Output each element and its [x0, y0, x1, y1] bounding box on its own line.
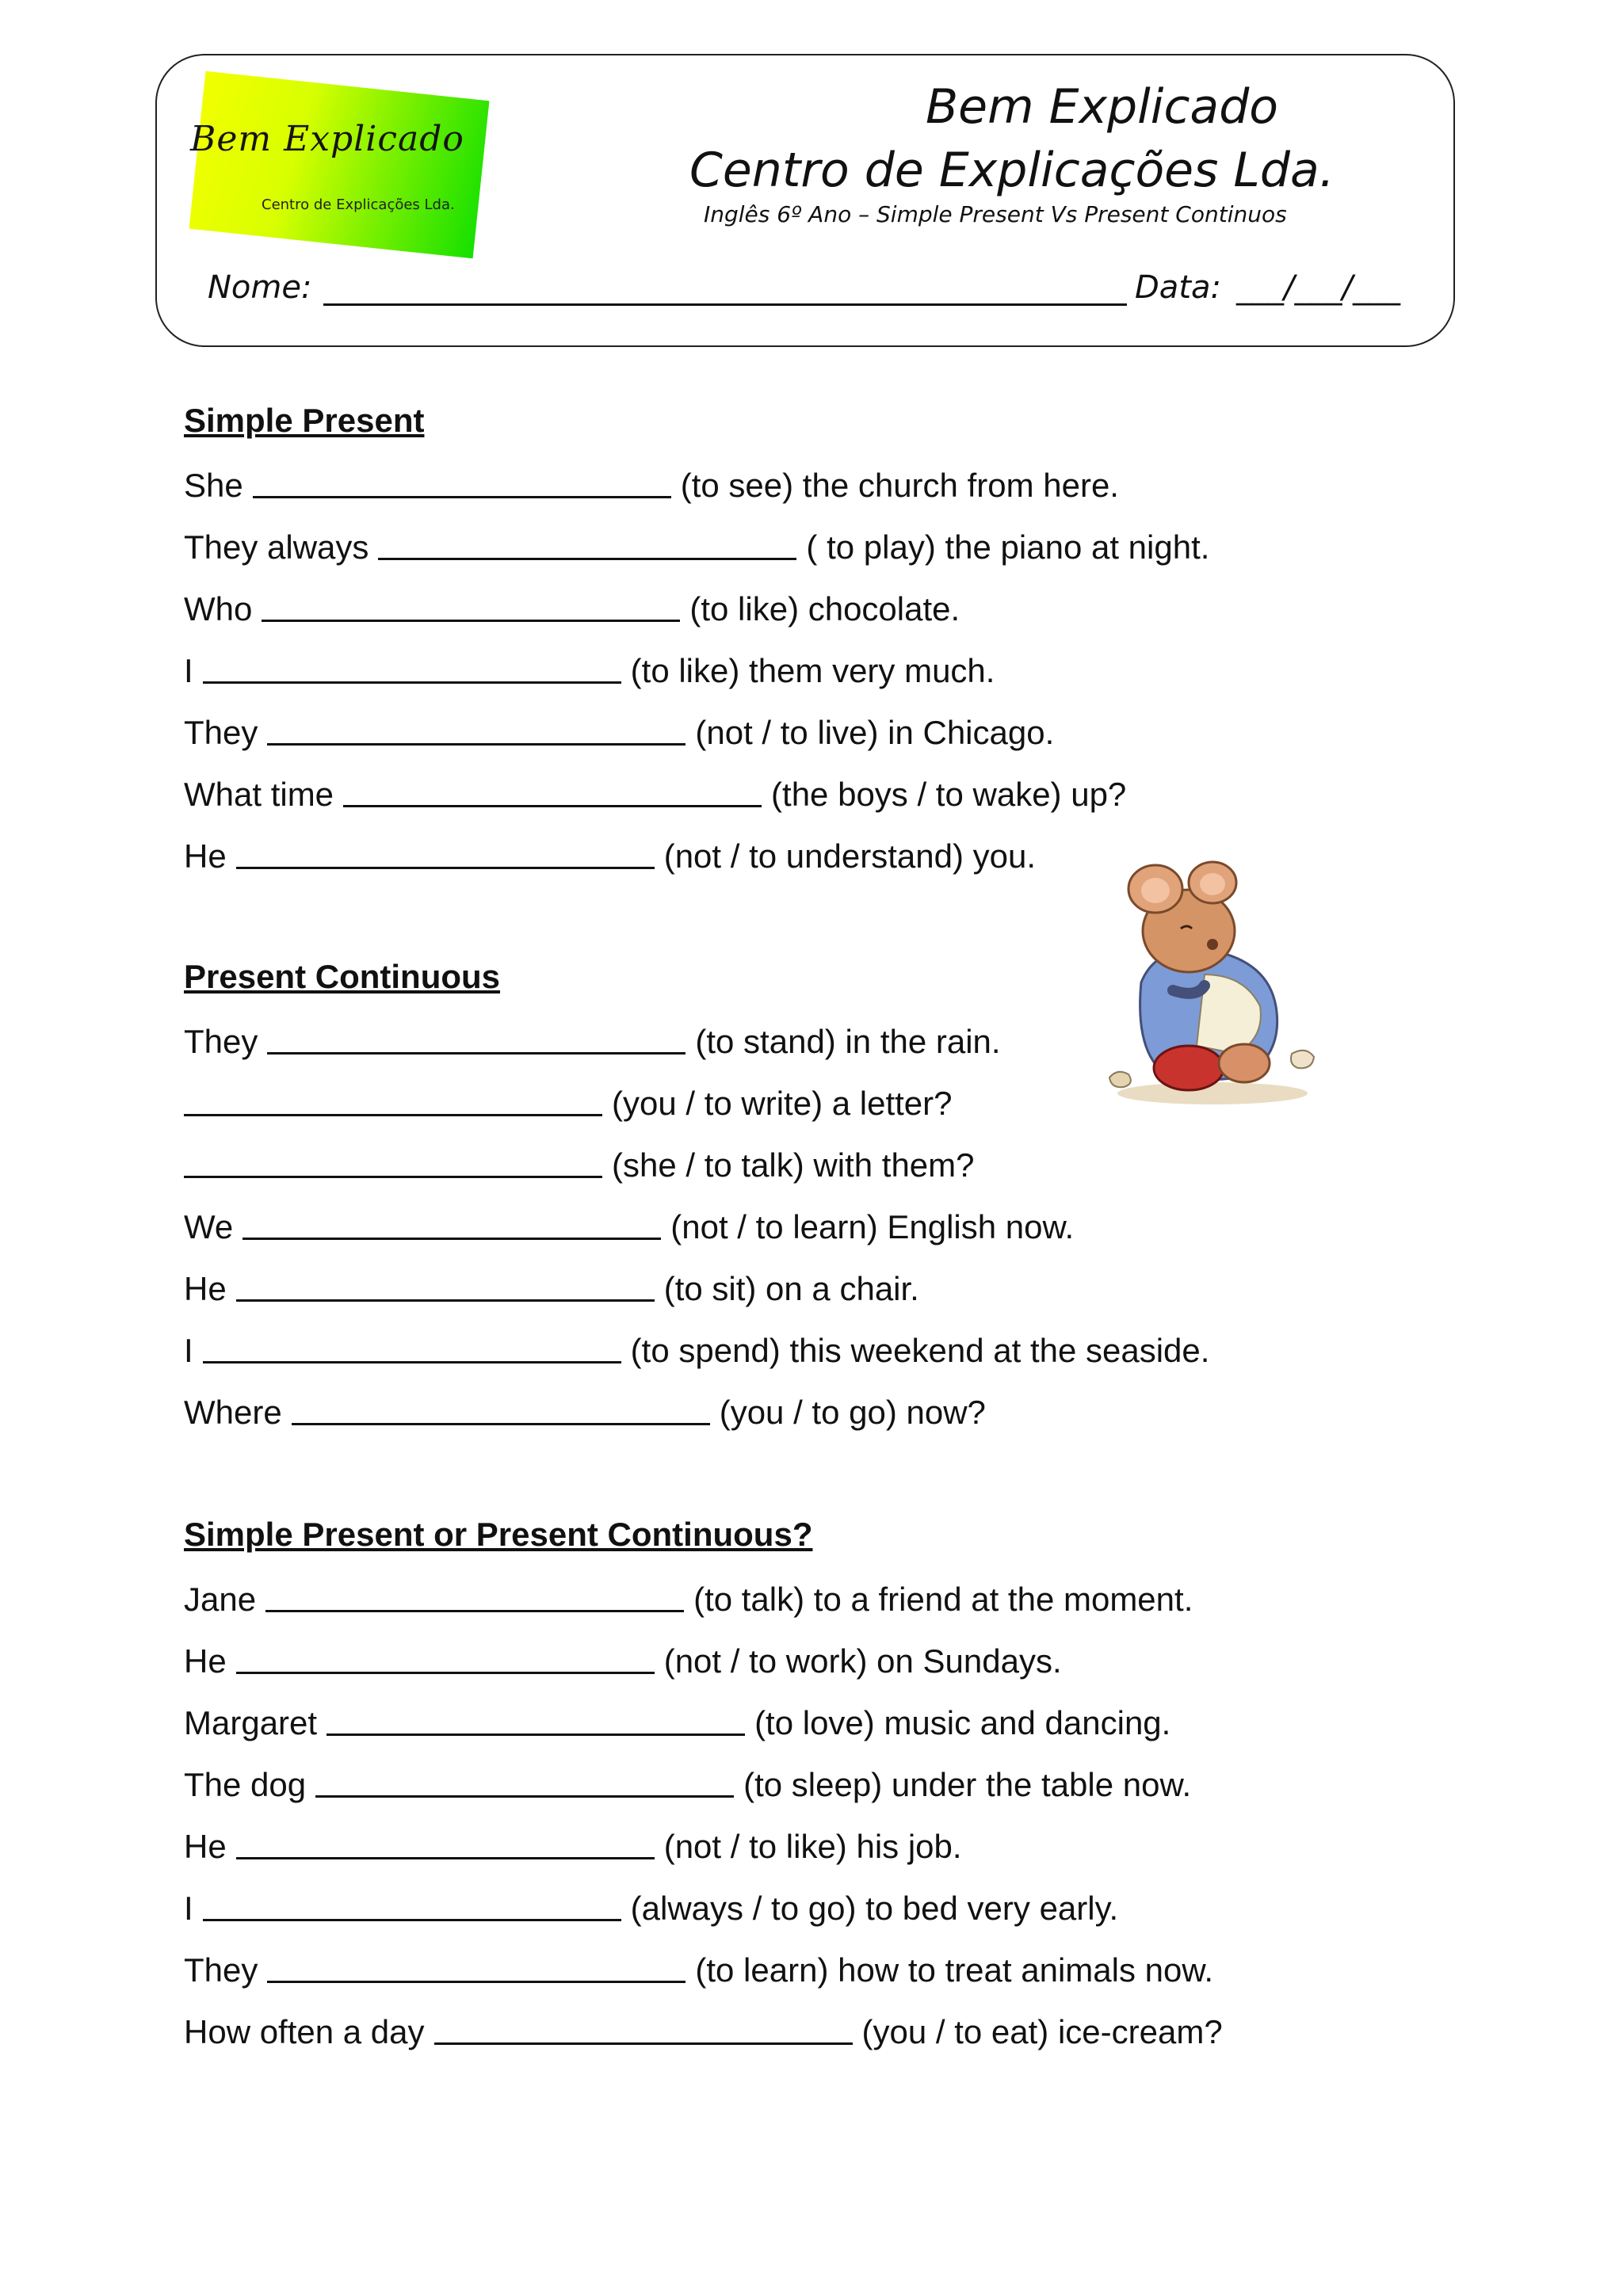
section-title: Simple Present or Present Continuous? — [184, 1516, 813, 1553]
prompt-hint: (to spend) this weekend at the seaside. — [630, 1332, 1210, 1369]
exercise-row — [184, 1577, 1452, 1638]
prompt-start: We — [184, 1208, 234, 1245]
header-subtitle: Inglês 6º Ano – Simple Present Vs Present Continuos — [704, 201, 1287, 227]
prompt-hint: ( to play) the piano at night. — [806, 528, 1210, 566]
prompt-start: He — [184, 1828, 227, 1865]
prompt-hint: (to love) music and dancing. — [754, 1704, 1171, 1741]
prompt-hint: (not / to like) his job. — [663, 1828, 962, 1865]
exercise-row — [184, 1886, 1452, 1947]
prompt-start: They always — [184, 528, 369, 566]
prompt-start: She — [184, 467, 243, 504]
answer-blank[interactable] — [203, 650, 621, 684]
prompt-start: They — [184, 1023, 258, 1060]
exercise-row — [184, 463, 1452, 524]
prompt-start: I — [184, 1890, 193, 1927]
prompt-hint: (to sleep) under the table now. — [743, 1766, 1192, 1803]
exercise-row — [184, 1762, 1452, 1824]
name-label: Nome: — [208, 269, 312, 306]
exercise-row — [184, 1700, 1452, 1762]
prompt-start: I — [184, 652, 193, 689]
exercise-row — [184, 648, 1452, 710]
answer-blank[interactable] — [378, 526, 796, 560]
prompt-start: He — [184, 1270, 227, 1307]
exercise-row — [184, 1947, 1452, 2009]
prompt-start: How often a day — [184, 2013, 425, 2050]
prompt-hint: (the boys / to wake) up? — [771, 776, 1127, 813]
prompt-start: The dog — [184, 1766, 307, 1803]
answer-blank[interactable] — [343, 773, 762, 807]
prompt-hint: (to learn) how to treat animals now. — [695, 1951, 1214, 1989]
prompt-hint: (you / to go) now? — [719, 1394, 986, 1431]
section-title: Present Continuous — [184, 958, 501, 995]
prompt-start: They — [184, 714, 258, 751]
exercise-row — [184, 1266, 1452, 1328]
prompt-start: What time — [184, 776, 334, 813]
exercise-row — [184, 1638, 1452, 1700]
answer-blank[interactable] — [203, 1329, 621, 1363]
answer-blank[interactable] — [242, 1206, 661, 1240]
prompt-hint: (not / to learn) English now. — [670, 1208, 1075, 1245]
prompt-hint: (not / to understand) you. — [663, 837, 1036, 875]
prompt-start: Who — [184, 590, 253, 627]
logo-subtitle: Centro de Explicações Lda. — [262, 196, 455, 213]
name-field[interactable] — [323, 303, 1127, 306]
exercise-row — [184, 586, 1452, 648]
answer-blank[interactable] — [236, 835, 655, 869]
answer-blank[interactable] — [267, 1020, 685, 1055]
answer-blank[interactable] — [262, 588, 680, 622]
answer-blank[interactable] — [267, 1949, 685, 1983]
answer-blank[interactable] — [253, 464, 671, 498]
answer-blank[interactable] — [236, 1640, 655, 1674]
prompt-hint: (to like) them very much. — [630, 652, 995, 689]
section-title: Simple Present — [184, 402, 425, 439]
prompt-start: Jane — [184, 1581, 257, 1618]
prompt-start: Where — [184, 1394, 282, 1431]
exercise-row — [184, 1390, 1452, 1451]
answer-blank[interactable] — [327, 1702, 745, 1736]
prompt-start: Margaret — [184, 1704, 318, 1741]
logo-title: Bem Explicado — [190, 119, 464, 159]
prompt-start: He — [184, 837, 227, 875]
prompt-hint: (to like) chocolate. — [689, 590, 960, 627]
prompt-hint: (to sit) on a chair. — [663, 1270, 919, 1307]
prompt-start: I — [184, 1332, 193, 1369]
date-field[interactable]: ___/___/___ — [1236, 269, 1400, 306]
prompt-hint: (always / to go) to bed very early. — [630, 1890, 1119, 1927]
answer-blank[interactable] — [184, 1082, 602, 1116]
mouse-illustration — [1094, 856, 1331, 1117]
exercise-row — [184, 1328, 1452, 1390]
prompt-hint: (she / to talk) with them? — [612, 1146, 975, 1184]
answer-blank[interactable] — [267, 711, 685, 746]
exercise-row — [184, 2009, 1452, 2071]
prompt-hint: (to talk) to a friend at the moment. — [693, 1581, 1193, 1618]
prompt-hint: (to see) the church from here. — [680, 467, 1119, 504]
header-title: Bem Explicado — [926, 79, 1278, 135]
prompt-start: He — [184, 1642, 227, 1680]
date-label: Data: — [1135, 269, 1221, 306]
answer-blank[interactable] — [265, 1578, 684, 1612]
logo-background — [189, 71, 490, 259]
answer-blank[interactable] — [203, 1887, 621, 1921]
answer-blank[interactable] — [236, 1268, 655, 1302]
prompt-start: They — [184, 1951, 258, 1989]
exercise-row — [184, 1142, 1452, 1204]
prompt-hint: (to stand) in the rain. — [695, 1023, 1001, 1060]
answer-blank[interactable] — [184, 1144, 602, 1178]
answer-blank[interactable] — [292, 1391, 710, 1425]
prompt-hint: (you / to eat) ice-cream? — [861, 2013, 1223, 2050]
prompt-hint: (not / to live) in Chicago. — [695, 714, 1055, 751]
section-mixed — [184, 1515, 1452, 2071]
exercise-row — [184, 524, 1452, 586]
exercise-row — [184, 1824, 1452, 1886]
prompt-hint: (you / to write) a letter? — [612, 1085, 953, 1122]
header-company: Centro de Explicações Lda. — [689, 143, 1335, 198]
exercise-row — [184, 1204, 1452, 1266]
section-simple-present — [184, 401, 1452, 895]
answer-blank[interactable] — [434, 2011, 853, 2045]
exercise-row — [184, 772, 1452, 833]
prompt-hint: (not / to work) on Sundays. — [663, 1642, 1062, 1680]
exercise-row — [184, 710, 1452, 772]
answer-blank[interactable] — [315, 1764, 734, 1798]
answer-blank[interactable] — [236, 1825, 655, 1859]
